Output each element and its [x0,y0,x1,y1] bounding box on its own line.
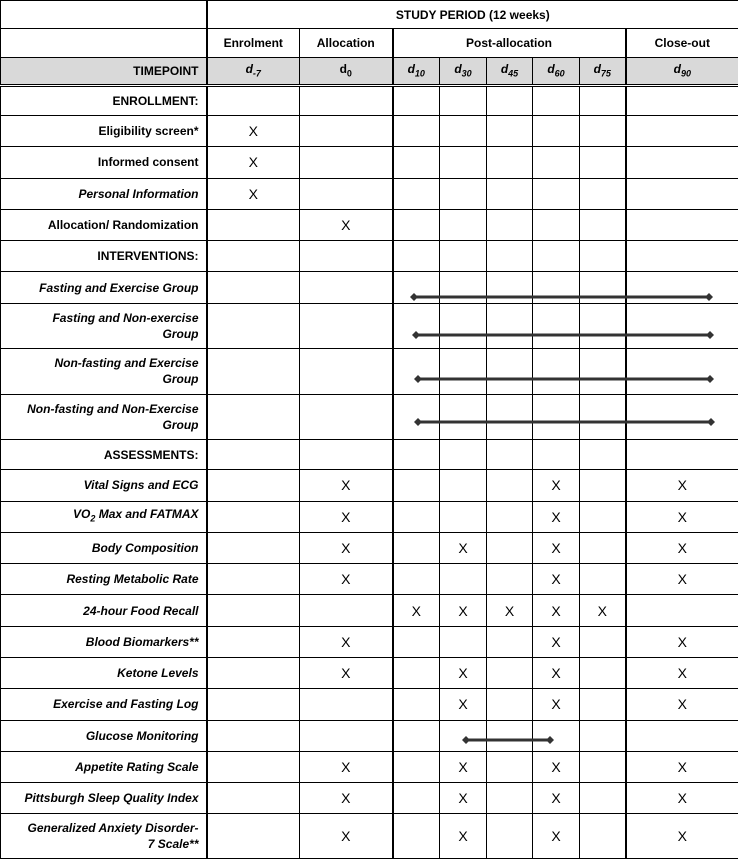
mark-cell [393,626,440,657]
row-label: Ketone Levels [1,657,207,688]
mark-cell [580,657,626,688]
mark-cell [580,689,626,720]
mark-cell [580,532,626,563]
row-label: Pittsburgh Sleep Quality Index [1,783,207,814]
mark-cell [580,564,626,595]
mark-cell [393,689,440,720]
mark-cell: X [440,814,487,859]
mark-cell: X [533,657,580,688]
mark-cell: X [626,626,738,657]
mark-cell [533,116,580,147]
mark-cell [440,209,487,240]
mark-cell [487,783,533,814]
mark-cell [626,178,738,209]
mark-cell: X [300,626,393,657]
study-period-title: STUDY PERIOD (12 weeks) [207,1,738,29]
mark-cell [626,720,738,751]
mark-cell: X [440,532,487,563]
mark-cell: X [626,689,738,720]
mark-cell: X [580,595,626,626]
mark-cell [580,116,626,147]
mark-cell [487,532,533,563]
mark-cell [207,720,300,751]
mark-cell [393,470,440,501]
mark-cell [207,209,300,240]
column-close-out: Close-out [626,29,738,57]
mark-cell [207,751,300,782]
row-label: Fasting and Non-exercise Group [1,303,207,348]
section-interventions: INTERVENTIONS: [1,241,207,272]
mark-cell: X [533,751,580,782]
mark-cell [393,720,440,751]
mark-cell [580,501,626,532]
mark-cell [487,501,533,532]
mark-cell [580,783,626,814]
row-label: Personal Information [1,178,207,209]
mark-cell [207,501,300,532]
table-row [1,178,738,209]
column-post-allocation: Post-allocation [393,29,626,57]
column-allocation: Allocation [300,29,393,57]
row-label: Generalized Anxiety Disorder- 7 Scale** [1,814,207,859]
mark-cell: X [626,783,738,814]
mark-cell: X [300,501,393,532]
table-row [1,720,738,751]
row-label: Fasting and Exercise Group [1,272,207,303]
timepoint-d90: $d_{90}$ [626,57,738,85]
mark-cell: X [626,751,738,782]
mark-cell [300,689,393,720]
mark-cell [533,178,580,209]
mark-cell: X [533,626,580,657]
row-label: $VO_2$ Max and FATMAX [1,501,207,532]
mark-cell: X [300,532,393,563]
mark-cell [440,720,487,751]
mark-cell [393,209,440,240]
mark-cell [207,595,300,626]
table-row [1,147,738,178]
mark-cell [440,470,487,501]
table-row [1,657,738,688]
mark-cell [207,814,300,859]
mark-cell: X [626,532,738,563]
mark-cell: X [626,501,738,532]
mark-cell [207,564,300,595]
table-row [1,689,738,720]
mark-cell [487,751,533,782]
mark-cell [487,147,533,178]
mark-cell: X [207,178,300,209]
table-row [1,116,738,147]
mark-cell: X [207,147,300,178]
mark-cell [533,209,580,240]
mark-cell: X [533,783,580,814]
timepoint-d60: $d_{60}$ [533,57,580,85]
mark-cell [487,470,533,501]
table-row [1,349,738,394]
header-blank [1,1,207,29]
table-row [1,303,738,348]
mark-cell: X [487,595,533,626]
row-label: Non-fasting and Exercise Group [1,349,207,394]
mark-cell [440,147,487,178]
mark-cell [393,657,440,688]
mark-cell [393,532,440,563]
row-label: Appetite Rating Scale [1,751,207,782]
mark-cell [440,116,487,147]
mark-cell: X [533,814,580,859]
mark-cell [207,657,300,688]
mark-cell [580,814,626,859]
row-label: Glucose Monitoring [1,720,207,751]
mark-cell [487,178,533,209]
mark-cell [393,751,440,782]
table-row [1,595,738,626]
mark-cell: X [300,209,393,240]
mark-cell: X [393,595,440,626]
mark-cell [626,209,738,240]
mark-cell [580,178,626,209]
timepoint-d75: $d_{75}$ [580,57,626,85]
mark-cell [533,720,580,751]
table-row [1,470,738,501]
mark-cell: X [300,564,393,595]
mark-cell [626,147,738,178]
row-label: 24-hour Food Recall [1,595,207,626]
mark-cell [393,814,440,859]
mark-cell [300,178,393,209]
table-row [1,783,738,814]
mark-cell [580,626,626,657]
row-label: Informed consent [1,147,207,178]
timepoint-d-7: $d_{-7}$ [207,57,300,85]
mark-cell: X [440,595,487,626]
table-row [1,272,738,303]
timepoint-label: TIMEPOINT [1,57,207,85]
mark-cell [207,532,300,563]
mark-cell [440,564,487,595]
mark-cell: X [533,501,580,532]
mark-cell [393,147,440,178]
mark-cell [533,147,580,178]
section-assessments: ASSESSMENTS: [1,439,207,469]
mark-cell [487,657,533,688]
mark-cell: X [626,657,738,688]
mark-cell [487,720,533,751]
mark-cell: X [626,814,738,859]
mark-cell [300,595,393,626]
mark-cell: X [626,564,738,595]
mark-cell: X [533,564,580,595]
table-row [1,814,738,859]
table-row [1,564,738,595]
mark-cell [207,783,300,814]
mark-cell: X [300,657,393,688]
mark-cell: X [300,751,393,782]
mark-cell [393,178,440,209]
mark-cell [207,470,300,501]
row-label: Exercise and Fasting Log [1,689,207,720]
mark-cell [580,470,626,501]
mark-cell [487,689,533,720]
row-label: Blood Biomarkers** [1,626,207,657]
row-label: Eligibility screen* [1,116,207,147]
table-row [1,751,738,782]
mark-cell [580,751,626,782]
row-label: Vital Signs and ECG [1,470,207,501]
mark-cell: X [626,470,738,501]
mark-cell [393,116,440,147]
mark-cell: X [440,783,487,814]
timepoint-d45: $d_{45}$ [487,57,533,85]
row-label: Non-fasting and Non-Exercise Group [1,394,207,439]
mark-cell [580,147,626,178]
table-row [1,209,738,240]
column-enrolment: Enrolment [207,29,300,57]
header-blank-2 [1,29,207,57]
timepoint-d10: $d_{10}$ [393,57,440,85]
mark-cell [393,564,440,595]
mark-cell: X [440,751,487,782]
table-row [1,394,738,439]
mark-cell: X [440,657,487,688]
mark-cell [487,564,533,595]
row-label: Body Composition [1,532,207,563]
timepoint-d30: $d_{30}$ [440,57,487,85]
timepoint-d0: $d_0$ [300,57,393,85]
mark-cell: X [533,689,580,720]
mark-cell: X [300,470,393,501]
mark-cell [580,720,626,751]
mark-cell [440,178,487,209]
mark-cell [300,116,393,147]
table-row [1,532,738,563]
mark-cell [207,626,300,657]
mark-cell [487,814,533,859]
section-enrollment: ENROLLMENT: [1,85,207,115]
mark-cell [487,626,533,657]
mark-cell [207,689,300,720]
mark-cell: X [533,470,580,501]
mark-cell: X [440,689,487,720]
mark-cell: X [300,814,393,859]
mark-cell [393,783,440,814]
mark-cell: X [533,532,580,563]
row-label: Allocation/ Randomization [1,209,207,240]
table-row [1,626,738,657]
mark-cell: X [533,595,580,626]
row-label: Resting Metabolic Rate [1,564,207,595]
mark-cell [440,501,487,532]
mark-cell [487,209,533,240]
mark-cell [440,626,487,657]
mark-cell [626,116,738,147]
table-row [1,501,738,532]
mark-cell [393,501,440,532]
mark-cell [487,116,533,147]
mark-cell [580,209,626,240]
mark-cell: X [207,116,300,147]
mark-cell [300,147,393,178]
mark-cell [300,720,393,751]
mark-cell: X [300,783,393,814]
mark-cell [626,595,738,626]
